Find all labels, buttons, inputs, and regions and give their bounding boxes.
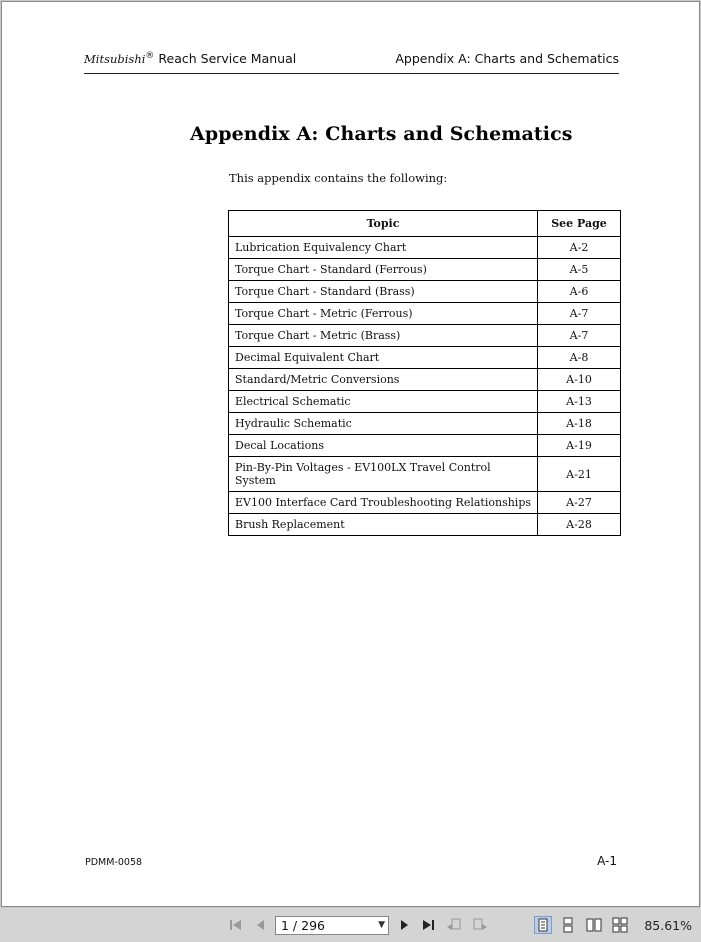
next-page-icon[interactable] [396,917,412,933]
table-row [229,281,621,303]
table-row [229,369,621,391]
topic-cell: Lubrication Equivalency Chart [229,237,538,259]
table-row [229,514,621,536]
page-number-value: 1 / 296 [281,918,325,933]
topics-table [228,210,621,536]
page-cell: A-21 [538,457,621,492]
header-section: Appendix A: Charts and Schematics [395,51,619,66]
document-page [1,1,700,907]
facing-icon[interactable] [586,917,602,933]
topic-header: Topic [229,211,538,237]
intro-text: This appendix contains the following: [229,171,448,185]
table-row [229,303,621,325]
continuous-facing-icon[interactable] [612,917,628,933]
topic-cell: Brush Replacement [229,514,538,536]
table-row [229,325,621,347]
table-row [229,347,621,369]
first-page-icon[interactable] [228,917,244,933]
brand-name: Mitsubishi [84,52,146,67]
page-cell: A-2 [538,237,621,259]
chevron-down-icon[interactable]: ▼ [378,920,385,930]
table-row [229,237,621,259]
continuous-icon[interactable] [560,917,576,933]
table-row [229,413,621,435]
table-header-row [229,211,621,237]
page-cell: A-8 [538,347,621,369]
page-cell: A-28 [538,514,621,536]
page-cell: A-6 [538,281,621,303]
topic-cell: Hydraulic Schematic [229,413,538,435]
page-number-field[interactable] [275,916,389,935]
topic-cell: Torque Chart - Metric (Ferrous) [229,303,538,325]
topic-cell: Electrical Schematic [229,391,538,413]
table-row [229,259,621,281]
zoom-level[interactable]: 85.61% [644,918,692,933]
page-cell: A-5 [538,259,621,281]
page-cell: A-19 [538,435,621,457]
topic-cell: Decimal Equivalent Chart [229,347,538,369]
document-id: PDMM-0058 [85,857,143,868]
topic-cell: Standard/Metric Conversions [229,369,538,391]
back-view-icon[interactable] [446,917,462,933]
page-header [84,51,619,74]
table-row [229,492,621,514]
topic-cell: Torque Chart - Standard (Ferrous) [229,259,538,281]
table-row [229,457,621,492]
page-cell: A-7 [538,303,621,325]
topic-cell: Pin-By-Pin Voltages - EV100LX Travel Control System [229,457,538,492]
header-left [84,51,296,66]
page-title: Appendix A: Charts and Schematics [190,123,573,145]
page-cell: A-10 [538,369,621,391]
single-page-icon[interactable] [534,916,552,934]
viewer-toolbar [0,908,701,942]
topic-cell: Torque Chart - Standard (Brass) [229,281,538,303]
last-page-icon[interactable] [420,917,436,933]
topic-cell: Decal Locations [229,435,538,457]
registered-mark: ® [145,51,155,61]
page-cell: A-7 [538,325,621,347]
table-row [229,435,621,457]
page-cell: A-27 [538,492,621,514]
forward-view-icon[interactable] [472,917,488,933]
page-cell: A-13 [538,391,621,413]
table-row [229,391,621,413]
topic-cell: Torque Chart - Metric (Brass) [229,325,538,347]
page-number: A-1 [597,854,617,868]
page-cell: A-18 [538,413,621,435]
see-page-header: See Page [538,211,621,237]
manual-name: Reach Service Manual [154,51,297,67]
topic-cell: EV100 Interface Card Troubleshooting Relationships [229,492,538,514]
prev-page-icon[interactable] [253,917,269,933]
